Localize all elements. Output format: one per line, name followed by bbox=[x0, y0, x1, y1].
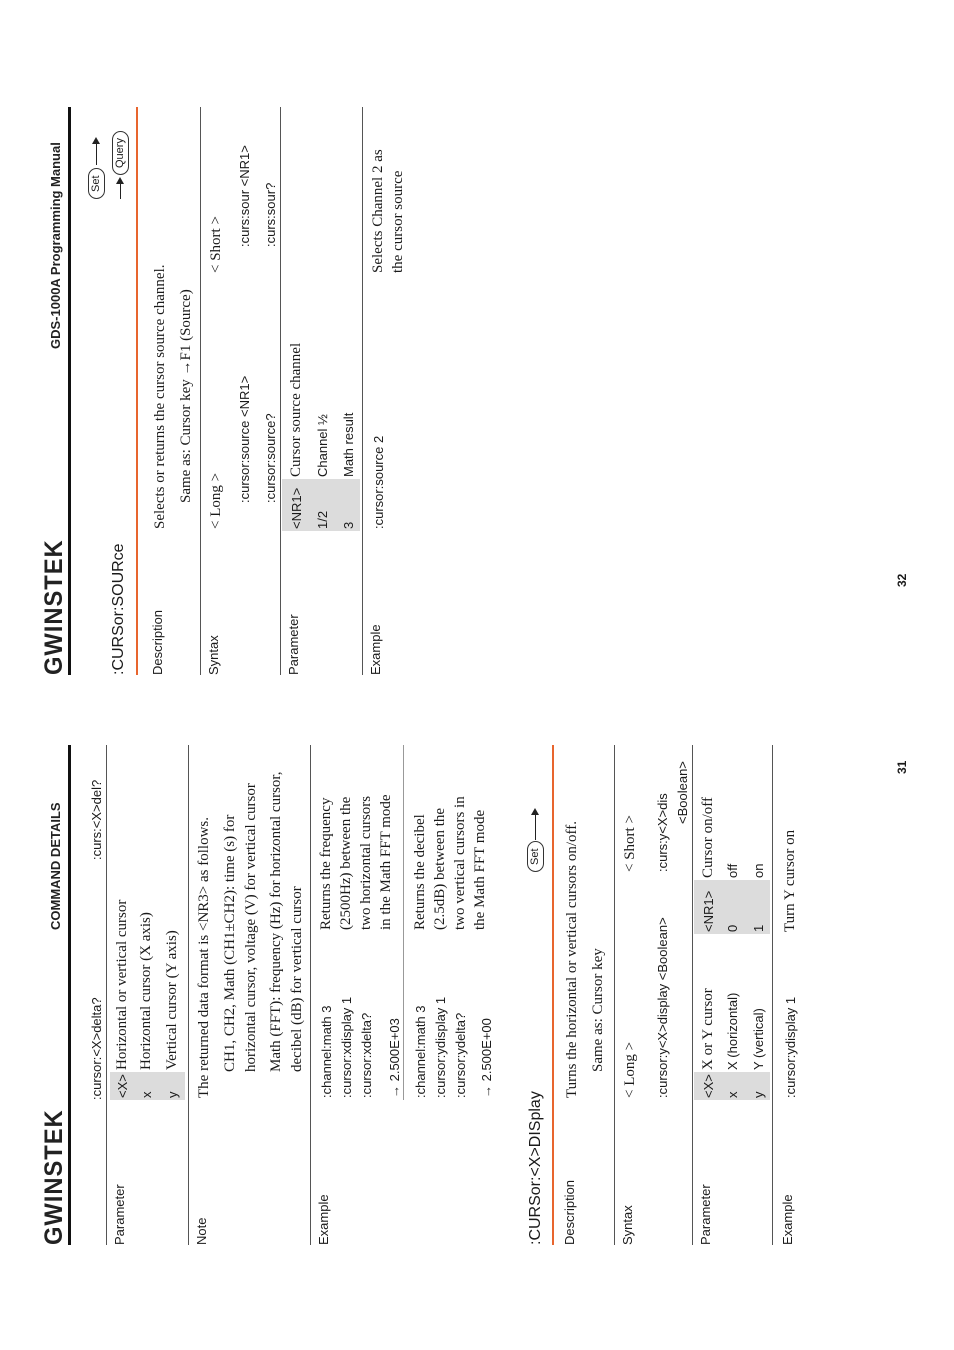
divider bbox=[106, 745, 107, 1245]
syntax-long-cmd: :cursor:source? bbox=[263, 413, 278, 503]
note-line: decibel (dB) for vertical cursor bbox=[289, 886, 305, 1072]
header-title: GDS-1000A Programming Manual bbox=[48, 142, 63, 349]
divider bbox=[200, 107, 201, 675]
example-desc: two horizontal cursors bbox=[358, 795, 374, 930]
param-desc: X or Y cursor bbox=[700, 988, 716, 1070]
syntax-long-cmd: :cursor:source <NR1> bbox=[237, 375, 252, 503]
command-title: :CURSor:SOURce bbox=[110, 543, 127, 675]
example-label: Example bbox=[368, 624, 383, 675]
description-text: Turns the horizontal or vertical cursors on/off. bbox=[564, 820, 580, 1098]
page-number: 32 bbox=[895, 573, 909, 587]
header-rule bbox=[68, 745, 71, 1245]
query-badge: Query bbox=[112, 131, 129, 175]
param-desc: off bbox=[725, 863, 740, 878]
title-rule bbox=[136, 107, 138, 675]
page-number: 31 bbox=[895, 760, 909, 774]
param-key: <NR1> bbox=[289, 487, 304, 529]
param-desc: Horizontal or vertical cursor bbox=[114, 899, 130, 1070]
syntax-short-header: < Short > bbox=[622, 815, 638, 872]
example-desc: Turn Y cursor on bbox=[782, 829, 798, 932]
param-key: 1 bbox=[751, 924, 766, 932]
example-label: Example bbox=[780, 1194, 795, 1245]
syntax-long-header: < Long > bbox=[208, 472, 224, 529]
divider bbox=[772, 745, 773, 1245]
example-desc: (2500Hz) between the bbox=[338, 796, 354, 930]
param-key: <NR1> bbox=[701, 890, 716, 932]
example-code: :channel:math 3 bbox=[413, 1005, 428, 1098]
title-rule bbox=[552, 745, 554, 1245]
description-label: Description bbox=[150, 609, 165, 675]
parameter-label: Parameter bbox=[286, 614, 301, 675]
param-desc: Y (vertical) bbox=[751, 1008, 766, 1070]
note-line: horizontal cursor, voltage (V) for vertical cursor bbox=[243, 783, 259, 1072]
divider bbox=[362, 107, 363, 675]
syntax-long-cmd: :cursor:y<X>display <Boolean> bbox=[655, 917, 670, 1098]
param-desc: Cursor source channel bbox=[288, 342, 304, 477]
divider bbox=[692, 745, 693, 1245]
param-desc: Channel ½ bbox=[315, 414, 330, 477]
example-code: :cursor:xdisplay 1 bbox=[339, 996, 354, 1098]
syntax-label: Syntax bbox=[206, 635, 221, 675]
set-badge: Set bbox=[527, 841, 544, 872]
param-key: <X> bbox=[115, 1074, 130, 1098]
example-code: → 2.500E+00 bbox=[479, 1018, 494, 1098]
header-title: COMMAND DETAILS bbox=[48, 802, 63, 930]
set-badge: Set bbox=[88, 168, 105, 199]
gwinstek-logo: GWINSTEK bbox=[40, 1109, 68, 1245]
example-desc: Returns the decibel bbox=[412, 814, 428, 930]
parameter-label: Parameter bbox=[698, 1184, 713, 1245]
param-key: <X> bbox=[701, 1074, 716, 1098]
param-desc: X (horizontal) bbox=[725, 992, 740, 1070]
param-key: x bbox=[725, 1091, 740, 1098]
example-code: :channel:math 3 bbox=[319, 1005, 334, 1098]
example-desc: in the Math FFT mode bbox=[378, 794, 394, 930]
example-desc: (2.5dB) between the bbox=[432, 807, 448, 930]
arrow-icon bbox=[535, 810, 536, 840]
divider bbox=[403, 745, 404, 1100]
arrow-icon bbox=[96, 139, 97, 165]
example-code: :cursor:source 2 bbox=[371, 435, 386, 529]
example-code: :cursor:xdelta? bbox=[359, 1012, 374, 1098]
command-title: :CURSor:<X>DISplay bbox=[527, 1091, 544, 1245]
example-desc: two vertical cursors in bbox=[452, 796, 468, 930]
param-desc: on bbox=[751, 863, 766, 878]
description-text: Same as: Cursor key →F1 (Source) bbox=[178, 289, 194, 503]
gwinstek-logo: GWINSTEK bbox=[40, 539, 68, 675]
example-code: :cursor:ydisplay 1 bbox=[433, 996, 448, 1098]
param-desc: Vertical cursor (Y axis) bbox=[164, 930, 180, 1070]
syntax-short-cmd: :curs:sour <NR1> bbox=[237, 145, 252, 247]
description-text: Same as: Cursor key bbox=[590, 948, 606, 1072]
arrow-icon bbox=[120, 179, 121, 199]
param-key: y bbox=[165, 1091, 180, 1098]
syntax-long-header: < Long > bbox=[622, 1041, 638, 1098]
example-desc: the cursor source bbox=[390, 170, 406, 273]
divider bbox=[310, 745, 311, 1245]
param-key: 3 bbox=[341, 521, 356, 529]
param-key: y bbox=[751, 1091, 766, 1098]
divider bbox=[280, 107, 281, 675]
note-line: Math (FFT): frequency (Hz) for horizontal cursor, bbox=[268, 771, 284, 1072]
param-desc: Cursor on/off bbox=[700, 797, 716, 878]
example-code: :cursor:ydelta? bbox=[453, 1012, 468, 1098]
param-key: 0 bbox=[725, 924, 740, 932]
example-desc: Selects Channel 2 as bbox=[370, 149, 386, 273]
divider bbox=[614, 745, 615, 1245]
page-31 bbox=[0, 675, 954, 1350]
param-key: x bbox=[139, 1091, 154, 1098]
syntax-short-header: < Short > bbox=[208, 216, 224, 273]
param-desc: Horizontal cursor (X axis) bbox=[138, 912, 154, 1070]
syntax-short-cmd: :curs:y<X>dis bbox=[655, 793, 670, 872]
note-label: Note bbox=[194, 1217, 209, 1245]
description-label: Description bbox=[562, 1179, 577, 1245]
example-desc: the Math FFT mode bbox=[472, 809, 488, 930]
example-desc: Returns the frequency bbox=[318, 797, 334, 930]
example-code: :cursor:ydisplay 1 bbox=[783, 996, 798, 1098]
syntax-short: :curs:<X>del? bbox=[89, 779, 104, 860]
syntax-long: :cursor:<X>delta? bbox=[89, 997, 104, 1100]
param-desc: Math result bbox=[341, 412, 356, 477]
description-text: Selects or returns the cursor source channel. bbox=[152, 264, 168, 529]
header-rule bbox=[68, 107, 71, 675]
syntax-label: Syntax bbox=[620, 1205, 635, 1245]
param-key: 1/2 bbox=[315, 510, 330, 529]
syntax-short-cmd: <Boolean> bbox=[675, 761, 690, 824]
parameter-label: Parameter bbox=[112, 1184, 127, 1245]
divider bbox=[188, 745, 189, 1245]
note-line: The returned data format is <NR3> as follows. bbox=[196, 816, 212, 1098]
example-label: Example bbox=[316, 1194, 331, 1245]
syntax-short-cmd: :curs:sour? bbox=[263, 182, 278, 247]
example-code: → 2.500E+03 bbox=[387, 1018, 402, 1098]
note-line: CH1, CH2, Math (CH1±CH2): time (s) for bbox=[222, 814, 238, 1072]
